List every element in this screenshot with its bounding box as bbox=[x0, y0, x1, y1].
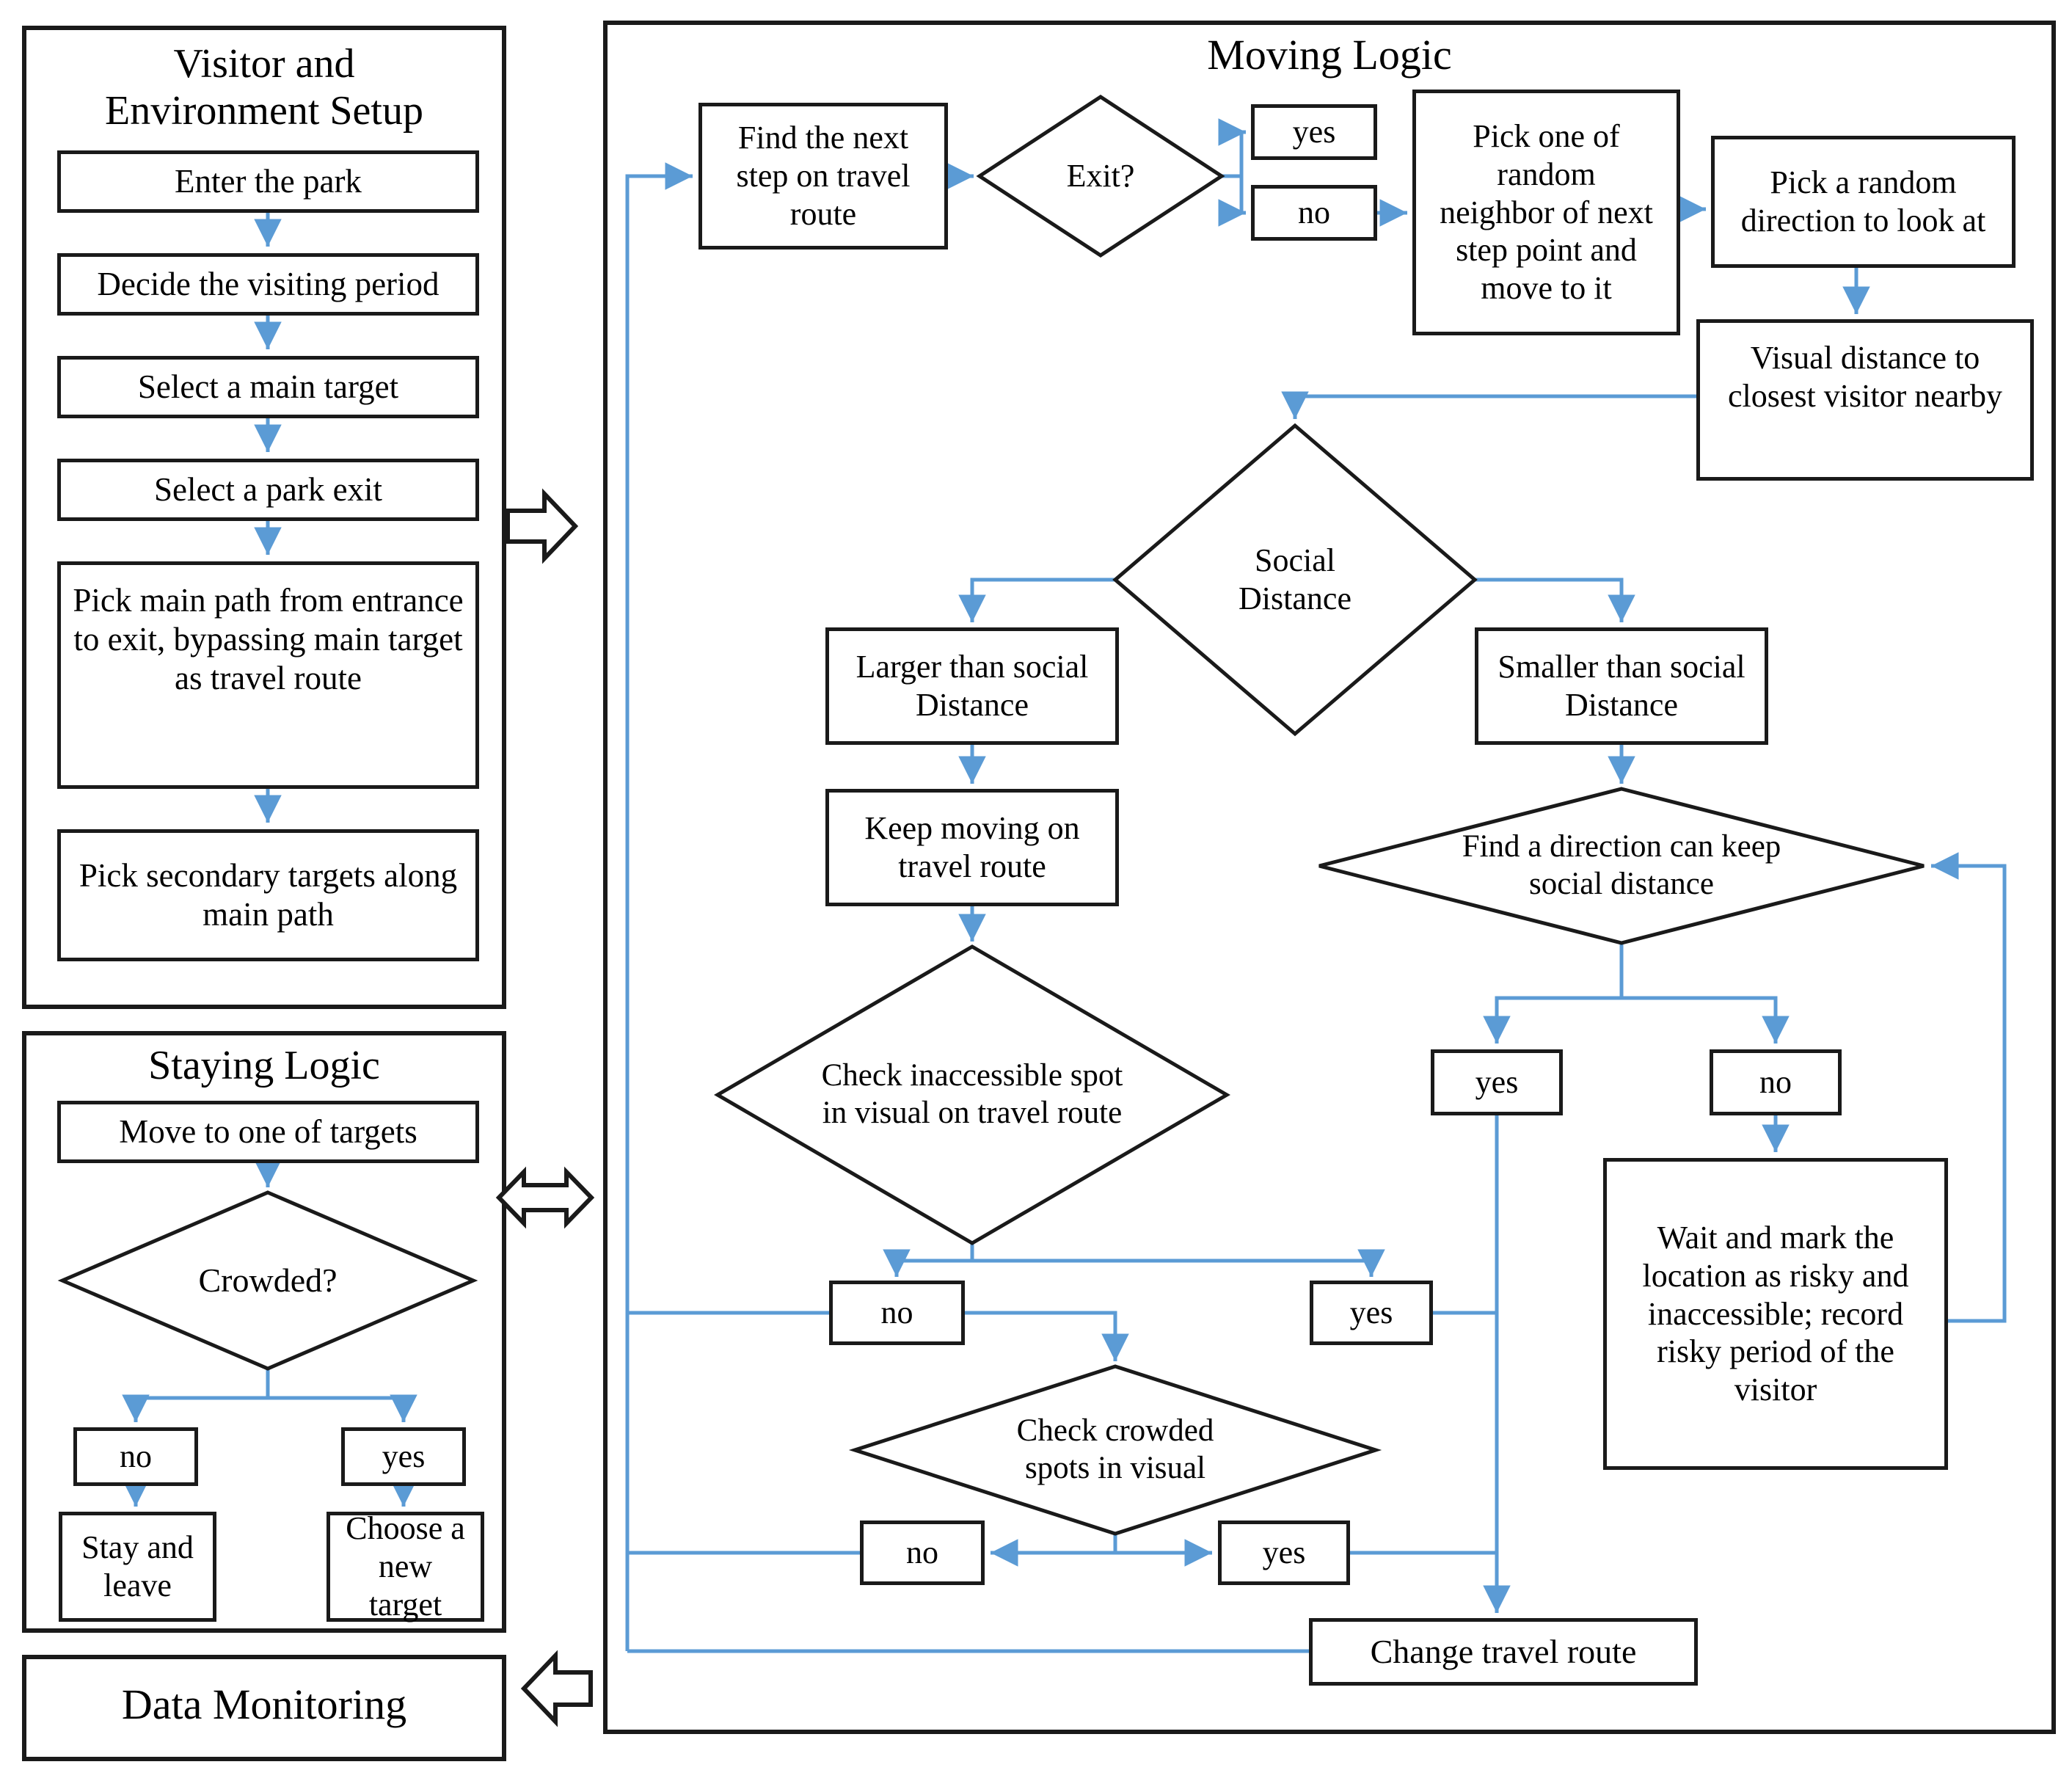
step-pick-main-path: Pick main path from entrance to exit, bypassing main target as travel route bbox=[57, 561, 479, 789]
staying-moving-double-arrow-icon bbox=[499, 1172, 591, 1223]
step-select-main-target: Select a main target bbox=[57, 356, 479, 418]
node-find-next-step: Find the next step on travel route bbox=[698, 103, 948, 250]
crowded-yes-box: yes bbox=[341, 1427, 466, 1486]
setup-to-moving-arrow-icon bbox=[508, 494, 575, 558]
data-monitoring-title: Data Monitoring bbox=[121, 1680, 407, 1728]
step-pick-secondary-targets: Pick secondary targets along main path bbox=[57, 829, 479, 961]
direction-yes-box: yes bbox=[1431, 1049, 1563, 1115]
find-direction-decision-label: Find a direction can keep social distance bbox=[1462, 829, 1781, 901]
node-wait-and-mark: Wait and mark the location as risky and inaccessible; record risky period of the visitor bbox=[1603, 1158, 1948, 1470]
exit-decision-label: Exit? bbox=[1066, 158, 1135, 194]
crowded-visual-no-box: no bbox=[860, 1520, 985, 1585]
setup-panel-title: Visitor and Environment Setup bbox=[105, 41, 423, 134]
panel-link-arrows bbox=[499, 494, 591, 1722]
node-smaller-than-social-distance: Smaller than social Distance bbox=[1475, 627, 1768, 745]
crowded-no-box: no bbox=[73, 1427, 198, 1486]
staying-panel-title: Staying Logic bbox=[148, 1043, 380, 1088]
moving-logic-title: Moving Logic bbox=[1207, 31, 1452, 79]
direction-no-box: no bbox=[1710, 1049, 1842, 1115]
check-inaccessible-decision-label: Check inaccessible spot in visual on travel route bbox=[821, 1058, 1123, 1130]
step-select-park-exit: Select a park exit bbox=[57, 459, 479, 521]
node-change-travel-route: Change travel route bbox=[1309, 1618, 1698, 1686]
node-larger-than-social-distance: Larger than social Distance bbox=[825, 627, 1119, 745]
inaccessible-yes-box: yes bbox=[1310, 1281, 1433, 1345]
check-crowded-decision-label: Check crowded spots in visual bbox=[1016, 1413, 1214, 1485]
step-enter-park: Enter the park bbox=[57, 150, 479, 213]
moving-to-data-arrow-icon bbox=[524, 1656, 591, 1722]
crowded-visual-yes-box: yes bbox=[1218, 1520, 1350, 1585]
inaccessible-no-box: no bbox=[829, 1281, 965, 1345]
social-distance-decision-label: Social Distance bbox=[1239, 542, 1351, 616]
step-decide-period: Decide the visiting period bbox=[57, 253, 479, 316]
node-visual-distance: Visual distance to closest visitor nearby bbox=[1696, 319, 2034, 481]
node-choose-new-target: Choose a new target bbox=[327, 1512, 484, 1622]
node-pick-random-direction: Pick a random direction to look at bbox=[1711, 136, 2016, 268]
node-keep-moving: Keep moving on travel route bbox=[825, 789, 1119, 906]
node-move-to-targets: Move to one of targets bbox=[57, 1101, 479, 1163]
crowded-decision-label: Crowded? bbox=[198, 1261, 338, 1299]
node-stay-and-leave: Stay and leave bbox=[59, 1512, 216, 1622]
node-pick-random-neighbor: Pick one of random neighbor of next step point and move to it bbox=[1412, 90, 1680, 335]
exit-yes-box: yes bbox=[1251, 104, 1377, 160]
exit-no-box: no bbox=[1251, 185, 1377, 241]
